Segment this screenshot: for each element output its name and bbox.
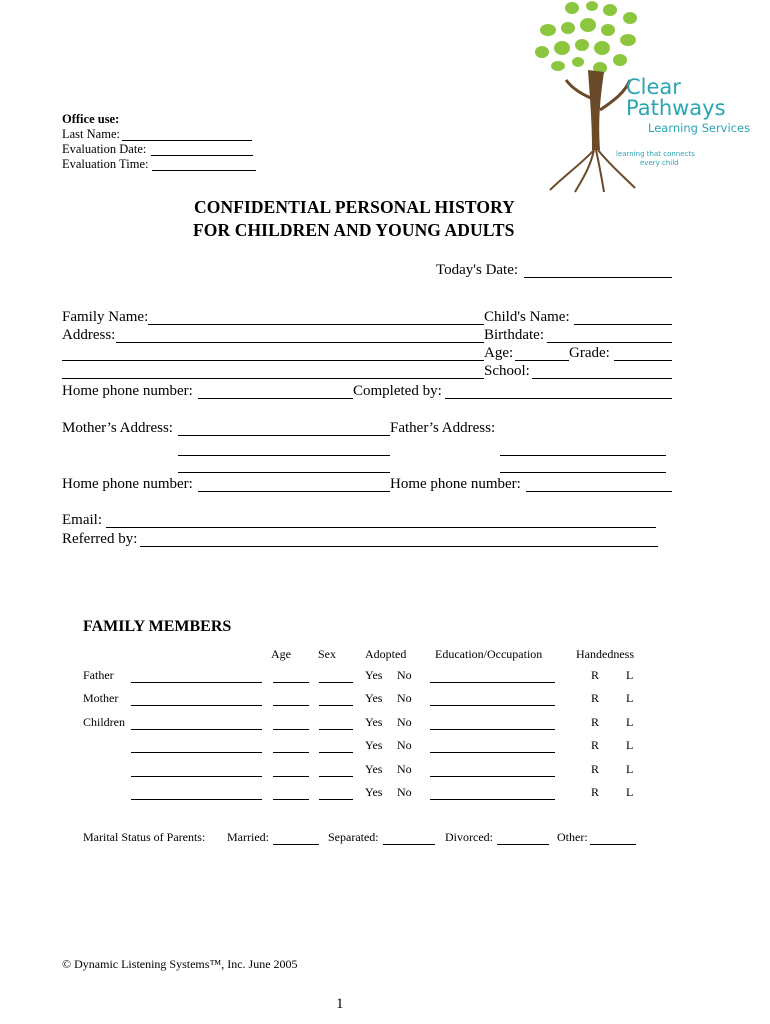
- marital-label: Marital Status of Parents:: [83, 830, 206, 844]
- family-education-line[interactable]: [430, 799, 555, 800]
- family-sex-line[interactable]: [319, 799, 353, 800]
- school-label: School:: [484, 363, 530, 379]
- logo-tagline2: every child: [640, 159, 679, 167]
- mothers-address-line2[interactable]: [178, 455, 390, 456]
- handedness-r[interactable]: R: [591, 715, 600, 729]
- family-sex-line[interactable]: [319, 682, 353, 683]
- office-heading: Office use:: [62, 112, 120, 126]
- office-last-name-line[interactable]: [122, 140, 252, 141]
- family-age-line[interactable]: [273, 705, 309, 706]
- copyright: © Dynamic Listening Systems™, Inc. June 2005: [62, 957, 298, 971]
- handedness-l[interactable]: L: [626, 785, 634, 799]
- family-name-line[interactable]: [131, 729, 262, 730]
- logo-tagline1: learning that connects: [616, 150, 695, 158]
- address-line1[interactable]: [116, 342, 484, 343]
- email-line[interactable]: [106, 527, 656, 528]
- logo-line1: Clear: [626, 75, 681, 99]
- fathers-address-label: Father’s Address:: [390, 420, 496, 436]
- mother-home-phone-line[interactable]: [198, 491, 390, 492]
- page-number: 1: [336, 996, 344, 1012]
- handedness-l[interactable]: L: [626, 668, 634, 682]
- family-education-line[interactable]: [430, 705, 555, 706]
- grade-line[interactable]: [614, 360, 672, 361]
- adopted-no[interactable]: No: [397, 668, 412, 682]
- family-education-line[interactable]: [430, 752, 555, 753]
- handedness-r[interactable]: R: [591, 691, 600, 705]
- birthdate-line[interactable]: [547, 342, 672, 343]
- father-home-phone-label: Home phone number:: [390, 476, 521, 492]
- divorced-label: Divorced:: [445, 830, 493, 844]
- address-line3[interactable]: [62, 378, 484, 379]
- col-age: Age: [271, 647, 291, 661]
- col-handedness: Handedness: [576, 647, 634, 661]
- logo-line2: Pathways: [626, 96, 726, 120]
- mother-home-phone-label: Home phone number:: [62, 476, 193, 492]
- family-name-line[interactable]: [131, 705, 262, 706]
- other-line[interactable]: [590, 844, 636, 845]
- completed-by-label: Completed by:: [353, 383, 442, 399]
- fathers-address-line2[interactable]: [500, 455, 666, 456]
- handedness-l[interactable]: L: [626, 738, 634, 752]
- handedness-r[interactable]: R: [591, 668, 600, 682]
- adopted-no[interactable]: No: [397, 691, 412, 705]
- fathers-address-line3[interactable]: [500, 472, 666, 473]
- family-education-line[interactable]: [430, 776, 555, 777]
- adopted-yes[interactable]: Yes: [365, 691, 383, 705]
- family-name-line[interactable]: [131, 799, 262, 800]
- family-row-label: Father: [83, 668, 114, 682]
- family-age-line[interactable]: [273, 729, 309, 730]
- col-sex: Sex: [318, 647, 336, 661]
- referred-by-line[interactable]: [140, 546, 658, 547]
- handedness-l[interactable]: L: [626, 715, 634, 729]
- married-line[interactable]: [273, 844, 319, 845]
- family-name-line[interactable]: [131, 776, 262, 777]
- page-title-line1: CONFIDENTIAL PERSONAL HISTORY: [194, 197, 515, 217]
- mothers-address-line3[interactable]: [178, 472, 390, 473]
- separated-label: Separated:: [328, 830, 379, 844]
- handedness-r[interactable]: R: [591, 738, 600, 752]
- family-education-line[interactable]: [430, 682, 555, 683]
- handedness-l[interactable]: L: [626, 762, 634, 776]
- office-last-name-label: Last Name:: [62, 127, 120, 141]
- family-sex-line[interactable]: [319, 752, 353, 753]
- family-sex-line[interactable]: [319, 776, 353, 777]
- family-age-line[interactable]: [273, 776, 309, 777]
- adopted-yes[interactable]: Yes: [365, 762, 383, 776]
- address-line2[interactable]: [62, 360, 484, 361]
- col-education: Education/Occupation: [435, 647, 543, 661]
- family-name-line[interactable]: [131, 752, 262, 753]
- col-adopted: Adopted: [365, 647, 407, 661]
- divorced-line[interactable]: [497, 844, 549, 845]
- office-evaluation-time-line[interactable]: [152, 170, 256, 171]
- family-row-label: Children: [83, 715, 125, 729]
- grade-label: Grade:: [569, 345, 610, 361]
- home-phone-line[interactable]: [198, 398, 353, 399]
- logo: [530, 0, 760, 195]
- family-name-line[interactable]: [148, 324, 484, 325]
- childs-name-line[interactable]: [574, 324, 672, 325]
- family-age-line[interactable]: [273, 752, 309, 753]
- email-label: Email:: [62, 512, 102, 528]
- other-label: Other:: [557, 830, 588, 844]
- mothers-address-label: Mother’s Address:: [62, 420, 173, 436]
- age-label: Age:: [484, 345, 514, 361]
- todays-date-line[interactable]: [524, 277, 672, 278]
- birthdate-label: Birthdate:: [484, 327, 544, 343]
- referred-by-label: Referred by:: [62, 531, 138, 547]
- logo-line3: Learning Services: [648, 121, 751, 135]
- family-education-line[interactable]: [430, 729, 555, 730]
- completed-by-line[interactable]: [445, 398, 672, 399]
- family-name-label: Family Name:: [62, 309, 149, 325]
- home-phone-label: Home phone number:: [62, 383, 193, 399]
- separated-line[interactable]: [383, 844, 435, 845]
- adopted-no[interactable]: No: [397, 762, 412, 776]
- todays-date-label: Today's Date:: [436, 262, 519, 278]
- father-home-phone-line[interactable]: [526, 491, 672, 492]
- family-name-line[interactable]: [131, 682, 262, 683]
- school-line[interactable]: [532, 378, 672, 379]
- married-label: Married:: [227, 830, 269, 844]
- address-label: Address:: [62, 327, 116, 343]
- handedness-r[interactable]: R: [591, 785, 600, 799]
- adopted-yes[interactable]: Yes: [365, 738, 383, 752]
- family-sex-line[interactable]: [319, 705, 353, 706]
- family-age-line[interactable]: [273, 799, 309, 800]
- adopted-no[interactable]: No: [397, 715, 412, 729]
- handedness-r[interactable]: R: [591, 762, 600, 776]
- family-members-heading: FAMILY MEMBERS: [83, 618, 232, 635]
- handedness-l[interactable]: L: [626, 691, 634, 705]
- adopted-yes[interactable]: Yes: [365, 785, 383, 799]
- childs-name-label: Child's Name:: [484, 309, 570, 325]
- family-row-label: Mother: [83, 691, 119, 705]
- age-line[interactable]: [515, 360, 569, 361]
- office-evaluation-time-label: Evaluation Time:: [62, 157, 149, 171]
- family-sex-line[interactable]: [319, 729, 353, 730]
- page-title-line2: FOR CHILDREN AND YOUNG ADULTS: [193, 220, 515, 240]
- family-age-line[interactable]: [273, 682, 309, 683]
- office-evaluation-date-label: Evaluation Date:: [62, 142, 147, 156]
- office-evaluation-date-line[interactable]: [151, 155, 253, 156]
- mothers-address-line1[interactable]: [178, 435, 390, 436]
- adopted-no[interactable]: No: [397, 785, 412, 799]
- adopted-no[interactable]: No: [397, 738, 412, 752]
- adopted-yes[interactable]: Yes: [365, 715, 383, 729]
- adopted-yes[interactable]: Yes: [365, 668, 383, 682]
